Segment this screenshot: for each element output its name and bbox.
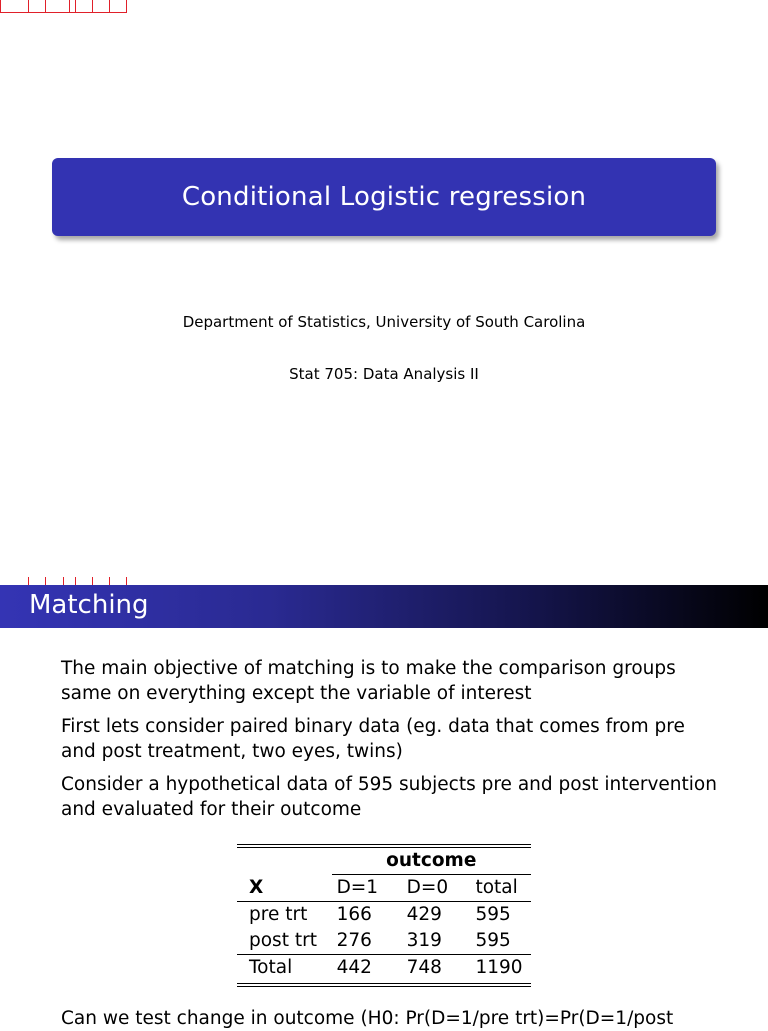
table-cell: 595	[475, 902, 531, 929]
outcome-header: outcome	[332, 848, 531, 875]
frame-title: Matching	[29, 590, 149, 620]
table-cell: 166	[332, 902, 407, 929]
table-row-total	[237, 955, 531, 982]
table-cell: 1190	[475, 955, 531, 982]
frame-title-bar	[0, 585, 768, 628]
bottom-rule	[237, 983, 531, 984]
column-header: X	[249, 876, 264, 898]
table-cell: Total	[237, 955, 332, 982]
table-cell: pre trt	[237, 902, 332, 929]
outcome-table	[237, 844, 531, 987]
navigation-symbols[interactable]	[0, 0, 128, 14]
bottom-rule-2	[237, 986, 531, 987]
title-box	[52, 158, 716, 236]
column-header: D=1	[336, 877, 379, 898]
column-header: D=0	[406, 877, 449, 898]
paragraph-2: First lets consider paired binary data (eg. data that comes from pre and post treatment, two eyes, twins)	[61, 716, 685, 762]
column-header: total	[475, 877, 518, 898]
presentation-title: Conditional Logistic regression	[181, 182, 587, 212]
department: Department of Statistics, University of South Carolina	[182, 313, 586, 331]
course-name: Stat 705: Data Analysis II	[289, 365, 479, 383]
top-rule	[237, 844, 531, 845]
table-cell: 276	[336, 930, 372, 951]
table-row	[237, 928, 531, 955]
paragraph-3: Consider a hypothetical data of 595 subjects pre and post intervention and evaluated for their outcome	[61, 774, 717, 820]
trailing-paragraph: Can we test change in outcome (H0: Pr(D=1/pre trt)=Pr(D=1/post	[61, 1008, 674, 1029]
paragraph-1: The main objective of matching is to make the comparison groups same on everything except the variable of interest	[61, 658, 676, 704]
table-cell: 319	[406, 930, 442, 951]
table-cell: post trt	[249, 930, 317, 951]
table-cell: 429	[407, 902, 476, 929]
table-cell: 748	[407, 955, 476, 982]
table-row	[237, 902, 531, 929]
table-cell: 595	[475, 930, 511, 951]
table-cell: 442	[332, 955, 407, 982]
